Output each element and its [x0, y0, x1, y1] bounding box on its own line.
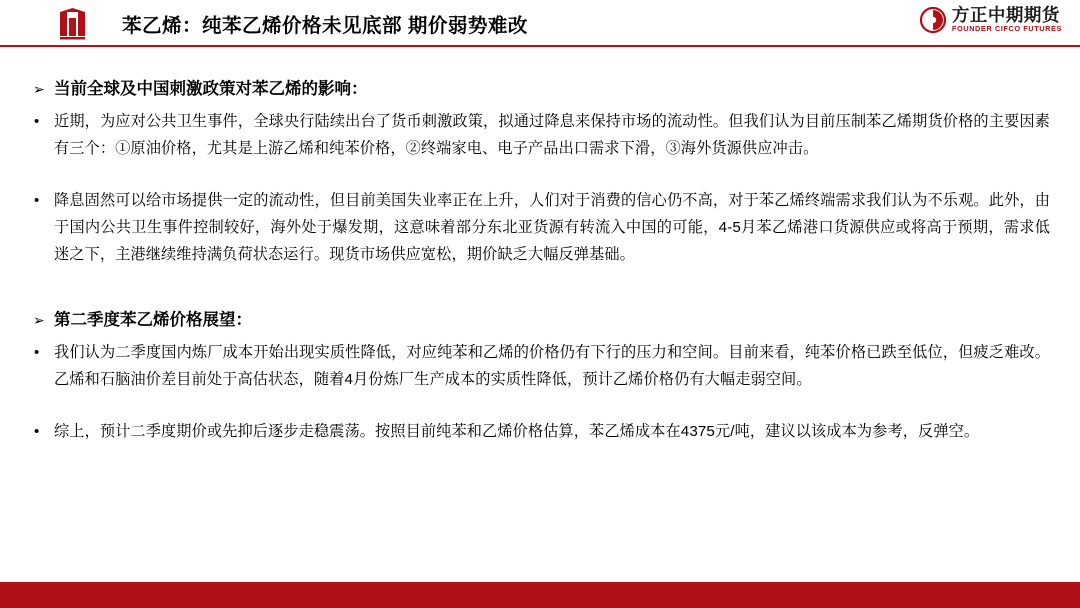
brand-logo — [920, 6, 1062, 33]
section-heading-1 — [28, 77, 1050, 101]
bullet-dot-icon: • — [34, 344, 40, 361]
spacer — [28, 162, 1050, 180]
section-title-1: 当前全球及中国刺激政策对苯乙烯的影响： — [54, 80, 368, 98]
slide-header — [0, 0, 1080, 47]
section-heading-2 — [28, 308, 1050, 332]
spacer — [28, 393, 1050, 411]
list-item — [28, 187, 1050, 268]
list-item — [28, 108, 1050, 162]
brand-name-en: FOUNDER CIFCO FUTURES — [951, 24, 1062, 34]
spacer — [28, 268, 1050, 298]
slide-content — [0, 47, 1080, 577]
arrow-bullet-icon: ➢ — [33, 312, 45, 328]
list-item — [28, 339, 1050, 393]
list-item — [28, 418, 1050, 445]
page-title: 苯乙烯：纯苯乙烯价格未见底部 期价弱势难改 — [122, 14, 528, 37]
company-logo-icon — [58, 8, 106, 40]
bullet-dot-icon: • — [34, 192, 40, 209]
bullet-dot-icon: • — [34, 113, 40, 130]
paragraph-1-2: 降息固然可以给市场提供一定的流动性，但目前美国失业率正在上升，人们对于消费的信心仍不高，对于苯乙烯终端需求我们认为不乐观。此外，由于国内公共卫生事件控制较好，海外处于爆发期，这意味着部分东北亚货源有转流入中国的可能，4-5月苯乙烯港口货源供应或将高于预期，需求低迷之下，主港继续维持满负荷状态运行。现货市场供应宽松，期价缺乏大幅反弹基础。 — [54, 192, 1050, 263]
section-title-2: 第二季度苯乙烯价格展望： — [54, 311, 252, 329]
arrow-bullet-icon: ➢ — [33, 81, 45, 97]
footer-bar — [0, 582, 1080, 608]
paragraph-2-2: 综上，预计二季度期价或先抑后逐步走稳震荡。按照目前纯苯和乙烯价格估算，苯乙烯成本在4375元/吨，建议以该成本为参考，反弹空。 — [54, 423, 980, 440]
paragraph-2-1: 我们认为二季度国内炼厂成本开始出现实质性降低，对应纯苯和乙烯的价格仍有下行的压力和空间。目前来看，纯苯价格已跌至低位，但疲乏难改。乙烯和石脑油价差目前处于高估状态，随着4月份炼厂生产成本的实质性降低，预计乙烯价格仍有大幅走弱空间。 — [54, 344, 1050, 388]
bullet-dot-icon: • — [34, 423, 40, 440]
paragraph-1-1: 近期，为应对公共卫生事件，全球央行陆续出台了货币刺激政策，拟通过降息来保持市场的流动性。但我们认为目前压制苯乙烯期货价格的主要因素有三个：①原油价格，尤其是上游乙烯和纯苯价格，②终端家电、电子产品出口需求下滑，③海外货源供应冲击。 — [54, 113, 1050, 157]
founder-cifco-mark-icon — [920, 7, 946, 33]
brand-name-cn: 方正中期期货 — [951, 5, 1060, 25]
